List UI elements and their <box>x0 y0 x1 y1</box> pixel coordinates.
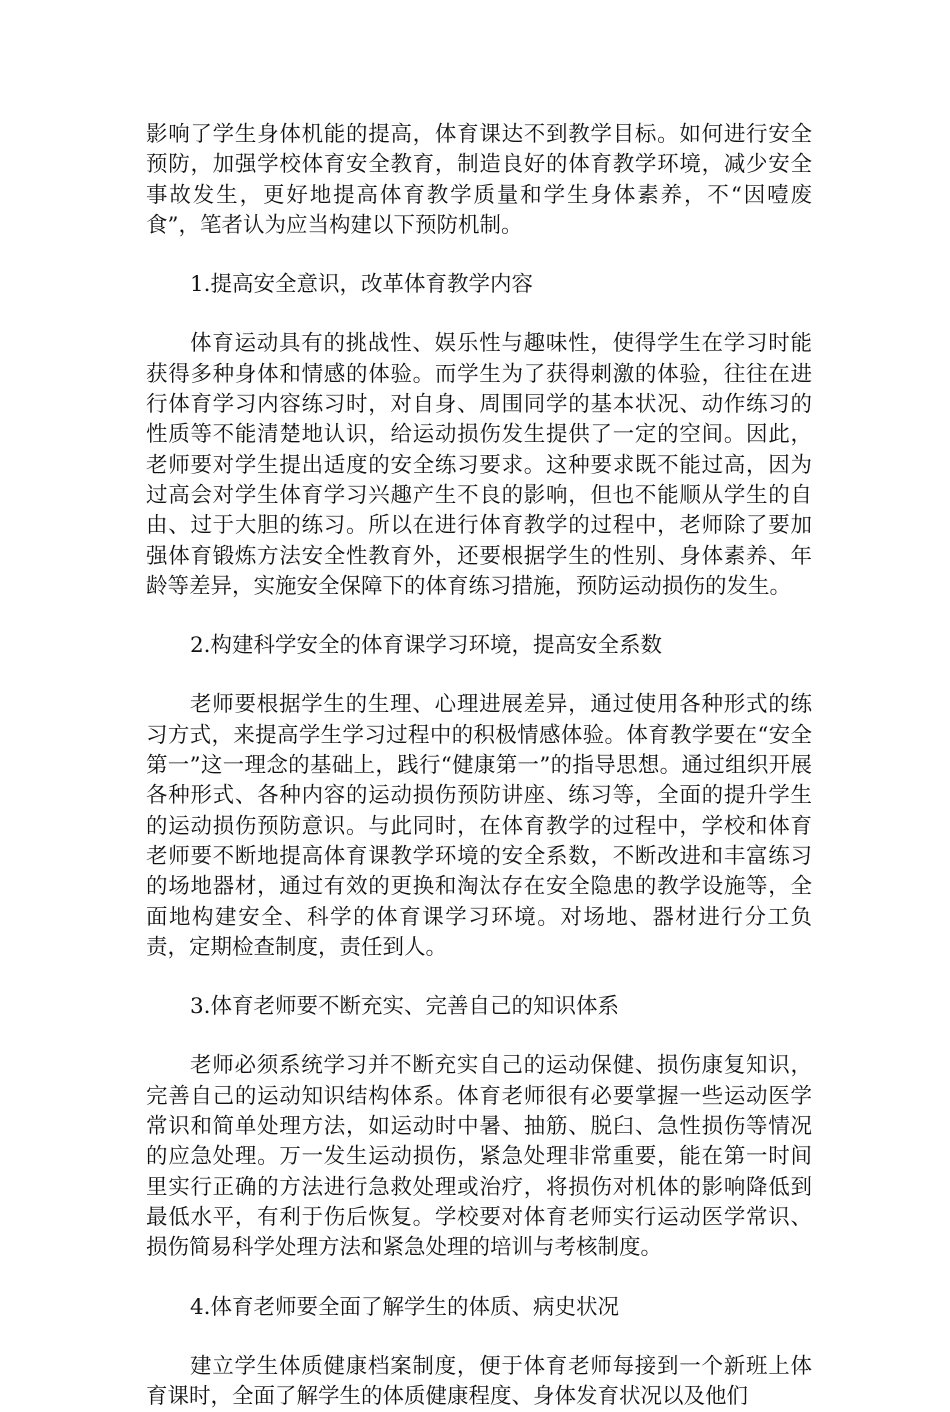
section-heading-3: 3.体育老师要不断充实、完善自己的知识体系 <box>190 994 620 1020</box>
paragraph-gap <box>146 241 812 270</box>
section-heading-4: 4.体育老师要全面了解学生的体质、病史状况 <box>190 1294 620 1320</box>
paragraph-gap <box>146 300 812 329</box>
paragraph-gap <box>146 661 812 690</box>
document-body <box>146 120 812 1412</box>
paragraph-gap <box>146 1022 812 1051</box>
section-heading-1: 1.提高安全意识，改革体育教学内容 <box>190 272 534 298</box>
paragraph-gap <box>146 1323 812 1352</box>
section-body-3: 老师必须系统学习并不断充实自己的运动保健、损伤康复知识，完善自己的运动知识结构体系。体育老师很有必要掌握一些运动医学常识和简单处理方法，如运动时中暑、抽筋、脱臼、急性损伤等情况的应急处理。万一发生运动损伤，紧急处理非常重要，能在第一时间里实行正确的方法进行急救处理或治疗，将损伤对机体的影响降低到最低水平，有利于伤后恢复。学校要对体育老师实行运动医学常识、损伤简易科学处理方法和紧急处理的培训与考核制度。 <box>146 1053 812 1261</box>
intro-paragraph: 影响了学生身体机能的提高，体育课达不到教学目标。如何进行安全预防，加强学校体育安全教育，制造良好的体育教学环境，减少安全事故发生，更好地提高体育教学质量和学生身体素养，不“因噎废食”，笔者认为应当构建以下预防机制。 <box>146 122 812 238</box>
section-body-4: 建立学生体质健康档案制度，便于体育老师每接到一个新班上体育课时，全面了解学生的体质健康程度、身体发育状况以及他们 <box>146 1353 812 1410</box>
paragraph-gap <box>146 1264 812 1293</box>
section-heading-2: 2.构建科学安全的体育课学习环境，提高安全系数 <box>190 633 663 659</box>
section-body-2: 老师要根据学生的生理、心理进展差异，通过使用各种形式的练习方式，来提高学生学习过程中的积极情感体验。体育教学要在“安全第一”这一理念的基础上，践行“健康第一”的指导思想。通过组织开展各种形式、各种内容的运动损伤预防讲座、练习等，全面的提升学生的运动损伤预防意识。与此同时，在体育教学的过程中，学校和体育老师要不断地提高体育课教学环境的安全系数，不断改进和丰富练习的场地器材，通过有效的更换和淘汰存在安全隐患的教学设施等，全面地构建安全、科学的体育课学习环境。对场地、器材进行分工负责，定期检查制度，责任到人。 <box>146 692 812 960</box>
section-body-1: 体育运动具有的挑战性、娱乐性与趣味性，使得学生在学习时能获得多种身体和情感的体验。而学生为了获得刺激的体验，往往在进行体育学习内容练习时，对自身、周围同学的基本状况、动作练习的性质等不能清楚地认识，给运动损伤发生提供了一定的空间。因此，老师要对学生提出适度的安全练习要求。这种要求既不能过高，因为过高会对学生体育学习兴趣产生不良的影响，但也不能顺从学生的自由、过于大胆的练习。所以在进行体育教学的过程中，老师除了要加强体育锻炼方法安全性教育外，还要根据学生的性别、身体素养、年龄等差异，实施安全保障下的体育练习措施，预防运动损伤的发生。 <box>146 331 812 599</box>
paragraph-gap <box>146 602 812 631</box>
paragraph-gap <box>146 963 812 992</box>
